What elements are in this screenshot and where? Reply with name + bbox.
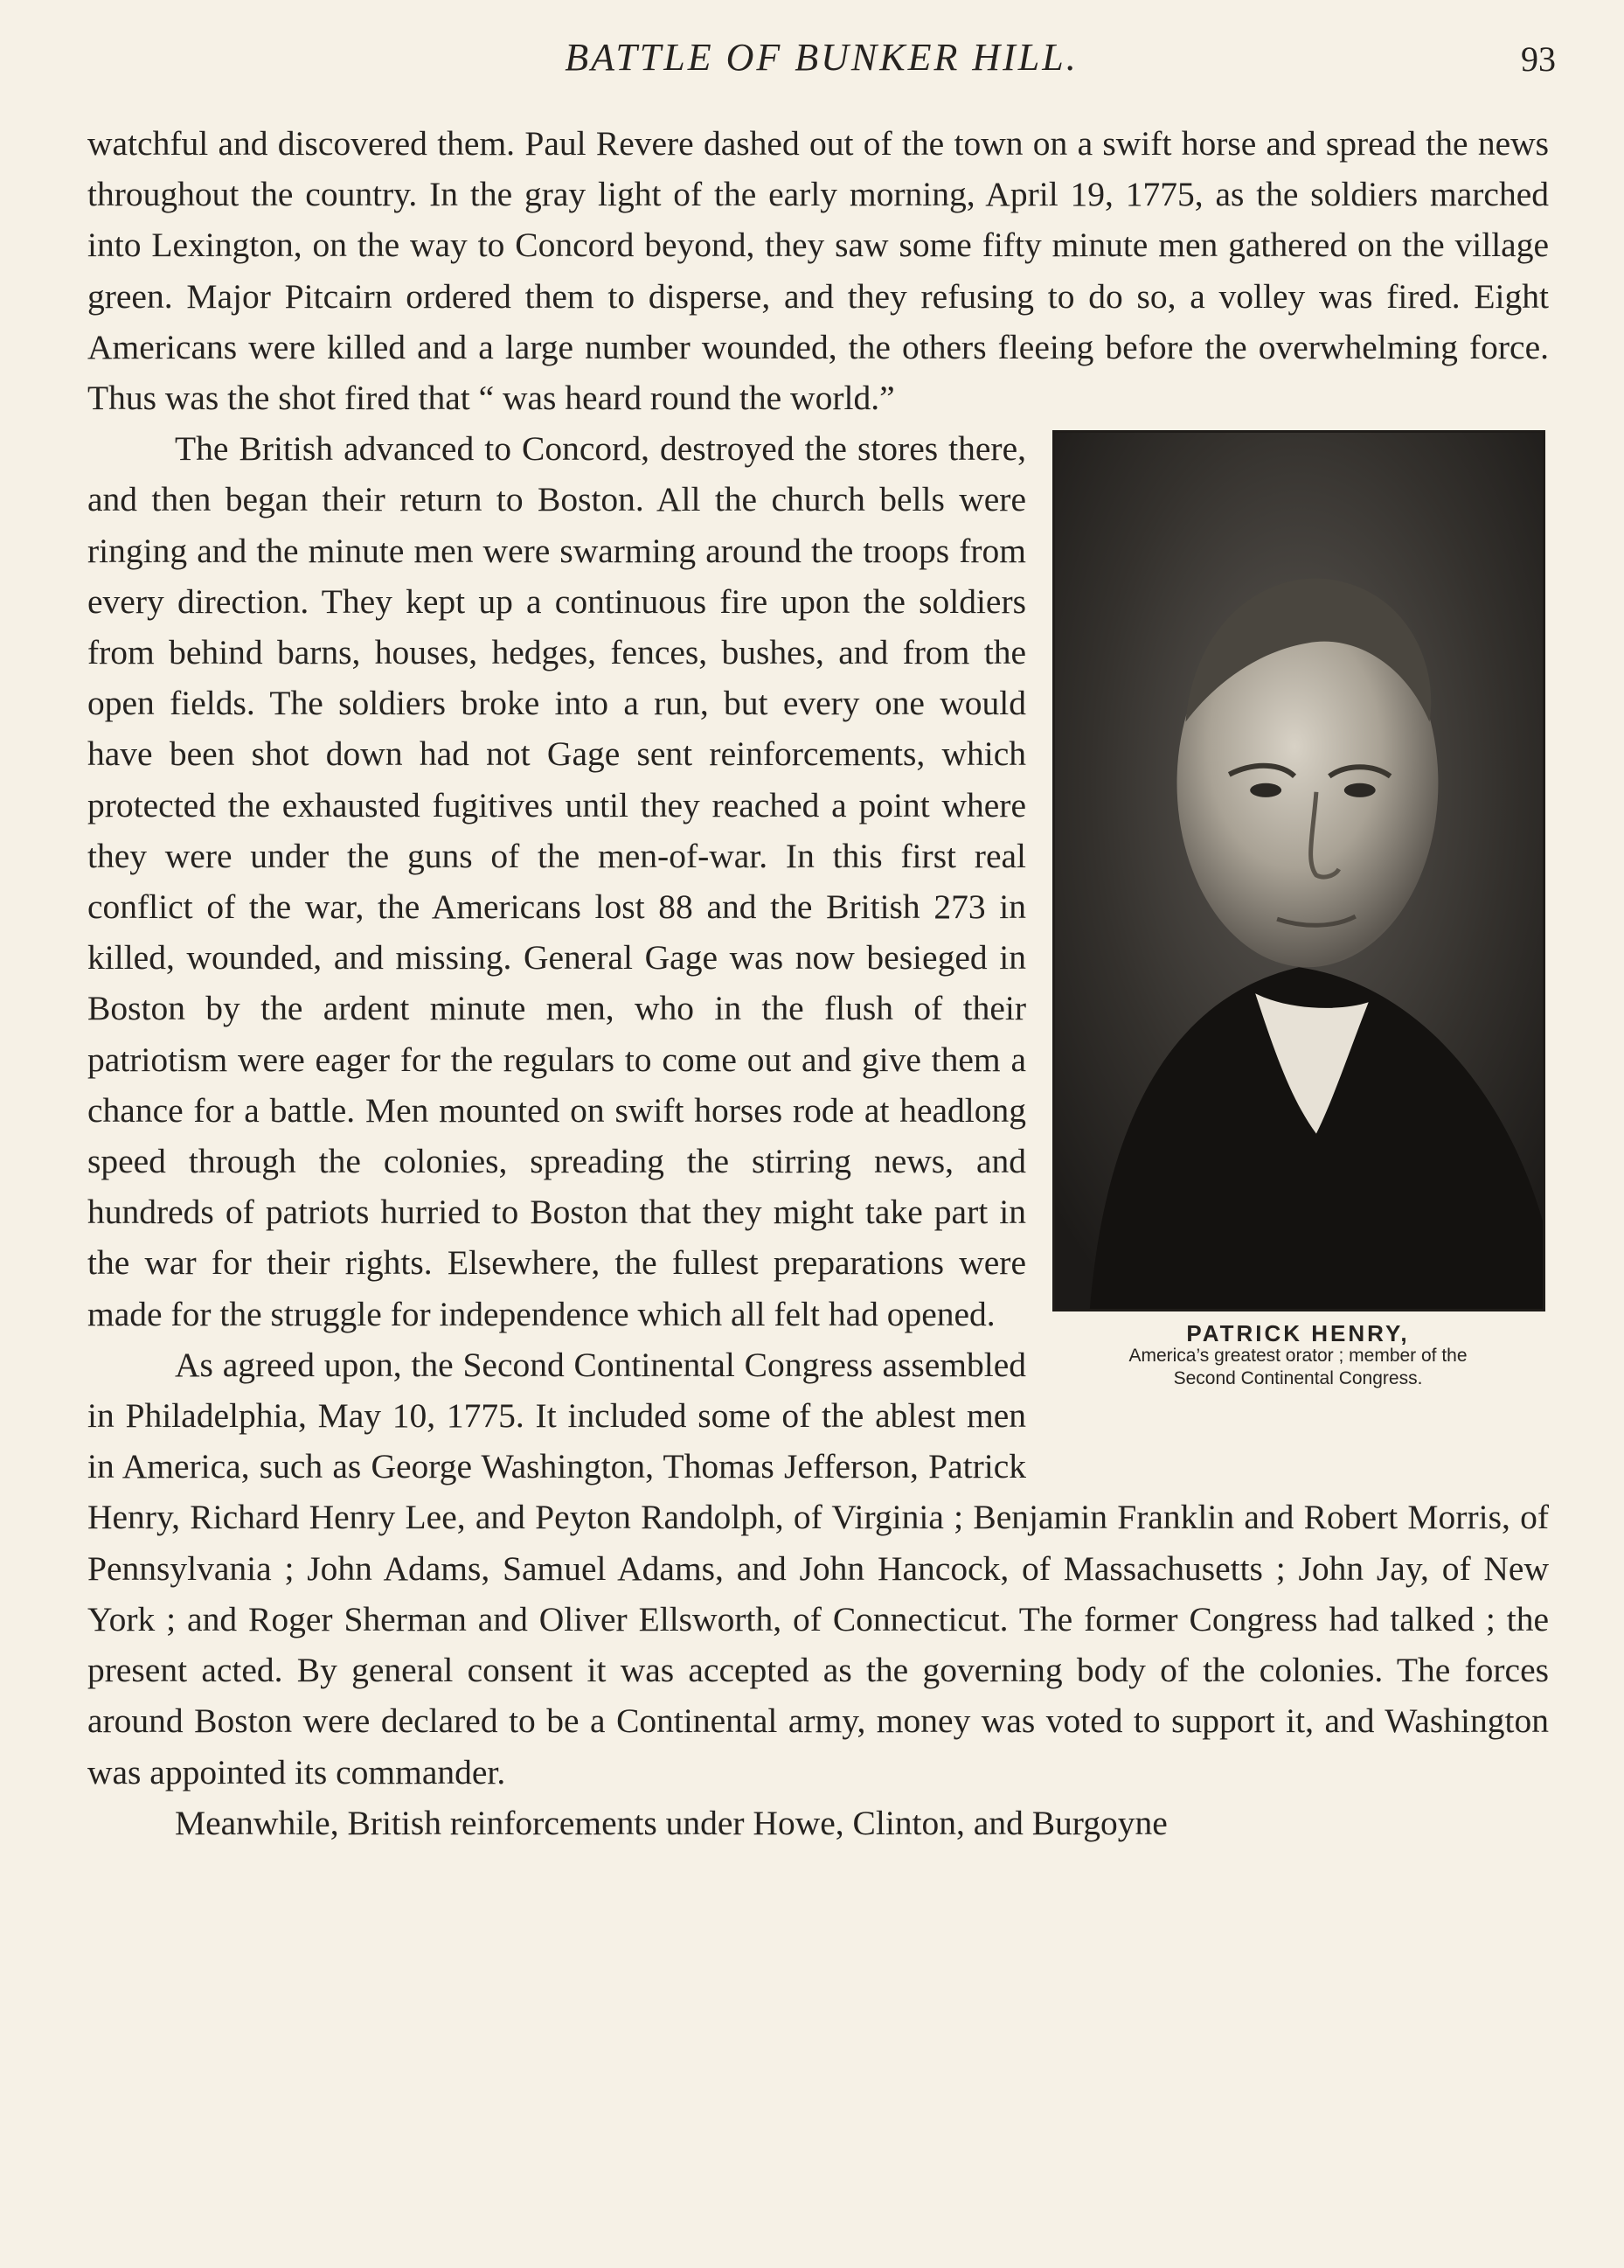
portrait-figure: [1047, 430, 1549, 1455]
caption-name: PATRICK HENRY,: [1186, 1320, 1410, 1347]
page-header-title: BATTLE OF BUNKER HILL.: [565, 36, 1079, 79]
patrick-henry-portrait: [1052, 430, 1545, 1311]
paragraph-1: watchful and discovered them. Paul Revere dashed out of the town on a swift horse and spread the news throughout the country. In the gray light of the early morning, April 19, 1775, as the soldiers marched into Lexington, on the way to Concord beyond, they saw some fifty minute men gathered on the village green. Major Pitcairn ordered them to disperse, and they refusing to do so, a volley was fired. Eight Americans were killed and a large number wounded, the others fleeing before the overwhelming force. Thus was the shot fired that “ was heard round the world.”: [87, 124, 1549, 418]
caption-description-line-1: America’s greatest orator ; member of the: [1128, 1346, 1468, 1367]
caption-description-line-2: Second Continental Congress.: [1173, 1368, 1423, 1389]
body-text: [87, 118, 1549, 1848]
paragraph-3: As agreed upon, the Second Continental Congress assembled in Philadelphia, May 10, 1775. It included some of the ablest men in America, such as George Washington, Thomas Jefferson, Patrick Henry, Richard Henry Lee, and Peyton Randolph, of Virginia ; Benjamin Franklin and Robert Morris, of Pennsylvania ; John Adams, Samuel Adams, and John Hancock, of Massachusetts ; John Jay, of New York ; and Roger Sherman and Oliver Ellsworth, of Connecticut. The former Congress had talked ; the present acted. By general consent it was accepted as the governing body of the colonies. The forces around Boston were declared to be a Continental army, money was voted to support it, and Washington was appointed its commander.: [87, 1345, 1549, 1791]
figure-caption: [1047, 1322, 1549, 1390]
page-number: 93: [1521, 39, 1556, 79]
paragraph-4: Meanwhile, British reinforcements under Howe, Clinton, and Burgoyne: [175, 1803, 1168, 1842]
paragraph-2: The British advanced to Concord, destroyed the stores there, and then began their return to Boston. All the church bells were ringing and the minute men were swarming around the troops from every direction. They kept up a continuous fire upon the soldiers from behind barns, houses, hedges, fences, bushes, and from the open fields. The soldiers broke into a run, but every one would have been shot down had not Gage sent reinforcements, which protected the exhausted fugitives until they reached a point where they were under the guns of the men-of-war. In this first real conflict of the war, the Americans lost 88 and the British 273 in killed, wounded, and missing. General Gage was now besieged in Boston by the ardent minute men, who in the flush of their patriotism were eager for the regulars to come out and give them a chance for a battle. Men mounted on swift horses rode at headlong speed through the colonies, spreading the stirring news, and hundreds of patriots hurried to Boston that they might take part in the war for their rights. Elsewhere, the fullest preparations were made for the struggle for independence which all felt had opened.: [87, 429, 1026, 1333]
portrait-image: [1055, 433, 1543, 1309]
running-head: [87, 31, 1556, 101]
